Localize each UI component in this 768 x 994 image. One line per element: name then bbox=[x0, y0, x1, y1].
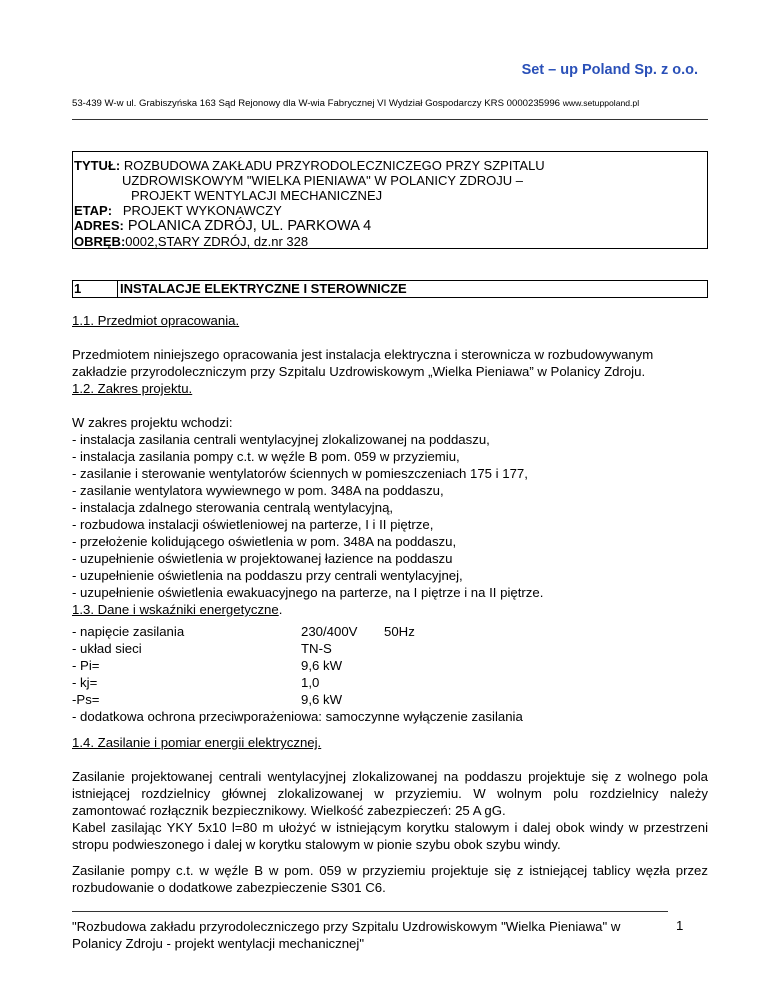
s11-heading: 1.1. Przedmiot opracowania. bbox=[72, 313, 240, 328]
adres-label: ADRES: bbox=[74, 218, 124, 233]
energy-row bbox=[72, 623, 708, 640]
list-item: - rozbudowa instalacji oświetleniowej na parterze, I i II piętrze, bbox=[72, 517, 434, 532]
list-item: - przełożenie kolidującego oświetlenia w pom. 348A na poddaszu, bbox=[72, 534, 457, 549]
page-number: 1 bbox=[676, 918, 684, 933]
s12-intro: W zakres projektu wchodzi: bbox=[72, 415, 233, 430]
energy-key: -Ps= bbox=[72, 692, 100, 707]
website-link[interactable]: www.setuppoland.pl bbox=[562, 98, 640, 108]
list-item: - uzupełnienie oświetlenia ewakuacyjnego na parterze, na I piętrze i na II piętrze. bbox=[72, 585, 544, 600]
energy-value: 9,6 kW bbox=[301, 692, 343, 707]
s14-heading: 1.4. Zasilanie i pomiar energii elektrycznej. bbox=[72, 735, 322, 750]
energy-row bbox=[72, 691, 708, 708]
list-item: - uzupełnienie oświetlenia na poddaszu przy centrali wentylacyjnej, bbox=[72, 568, 463, 583]
tytul-line3: PROJEKT WENTYLACJI MECHANICZNEJ bbox=[131, 188, 383, 203]
energy-value: 230/400V bbox=[301, 624, 358, 639]
energy-key: - kj= bbox=[72, 675, 98, 690]
obreb-value: 0002,STARY ZDRÓJ, dz.nr 328 bbox=[125, 234, 309, 249]
list-item: - instalacja zasilania pompy c.t. w węźle B pom. 059 w przyziemiu, bbox=[72, 449, 460, 464]
section-heading-box bbox=[72, 280, 708, 298]
list-item: - instalacja zdalnego sterowania centralą wentylacyjną, bbox=[72, 500, 394, 515]
energy-row bbox=[72, 640, 708, 657]
footer-text: "Rozbudowa zakładu przyrodoleczniczego przy Szpitalu Uzdrowiskowym "Wielka Pieniawa" w Polanicy Zdroju - projekt wentylacji mechanicznej" bbox=[72, 919, 621, 951]
obreb-row bbox=[74, 234, 707, 249]
list-item: - zasilanie wentylatora wywiewnego w pom. 348A na poddaszu, bbox=[72, 483, 444, 498]
header-divider bbox=[72, 119, 708, 120]
s13-heading-dot: . bbox=[278, 602, 283, 617]
energy-value: 1,0 bbox=[301, 675, 320, 690]
section-divider bbox=[117, 281, 118, 297]
tytul-label: TYTUŁ: bbox=[74, 158, 121, 173]
energy-key: - dodatkowa ochrona przeciwporażeniowa: samoczynne wyłączenie zasilania bbox=[72, 709, 523, 724]
list-item: - instalacja zasilania centrali wentylacyjnej zlokalizowanej na poddaszu, bbox=[72, 432, 490, 447]
s12-heading: 1.2. Zakres projektu. bbox=[72, 381, 193, 396]
adres-row bbox=[74, 218, 707, 234]
s12-list bbox=[72, 414, 708, 601]
etap-value: PROJEKT WYKONAWCZY bbox=[112, 203, 282, 218]
tytul-line2: UZDROWISKOWYM "WIELKA PIENIAWA" W POLANICY ZDROJU – bbox=[122, 173, 523, 188]
section-title: INSTALACJE ELEKTRYCZNE I STEROWNICZE bbox=[120, 281, 407, 296]
obreb-label: OBRĘB: bbox=[74, 234, 126, 249]
company-address bbox=[72, 98, 639, 109]
title-box bbox=[72, 151, 708, 249]
company-name: Set – up Poland Sp. z o.o. bbox=[521, 62, 698, 78]
list-item: - uzupełnienie oświetlenia w projektowanej łazience na poddaszu bbox=[72, 551, 453, 566]
energy-value: TN-S bbox=[301, 641, 332, 656]
s13-heading: 1.3. Dane i wskaźniki energetyczne bbox=[72, 602, 279, 617]
energy-value-2: 50Hz bbox=[384, 624, 415, 639]
etap-label: ETAP: bbox=[74, 203, 113, 218]
tytul-line1: ROZBUDOWA ZAKŁADU PRZYRODOLECZNICZEGO PRZY SZPITALU bbox=[120, 158, 545, 173]
footer-divider bbox=[72, 911, 668, 912]
energy-row bbox=[72, 657, 708, 674]
s14-para3: Zasilanie pompy c.t. w węźle B w pom. 059 w przyziemiu projektuje się z istniejącej tablicy węzła przez rozbudowanie o dodatkowe zabezpieczenie S301 C6. bbox=[72, 863, 708, 895]
energy-key: - układ sieci bbox=[72, 641, 142, 656]
energy-row bbox=[72, 708, 708, 725]
etap-row bbox=[74, 203, 707, 218]
title-row bbox=[74, 158, 707, 173]
list-item: - zasilanie i sterowanie wentylatorów ściennych w pomieszczeniach 175 i 177, bbox=[72, 466, 528, 481]
s11-text: Przedmiotem niniejszego opracowania jest instalacja elektryczna i sterownicza w rozbudowywanym zakładzie przyrodoleczniczym przy Szpitalu Uzdrowiskowym „Wielka Pieniawa” w Polanicy Zdroju. bbox=[72, 347, 654, 379]
energy-row bbox=[72, 674, 708, 691]
section-number: 1 bbox=[74, 281, 82, 296]
s14-para2: Kabel zasilając YKY 5x10 l=80 m ułożyć w istniejącym korytku stalowym i dalej obok windy w przestrzeni stropu podwieszonego i dalej w korytku stalowym w pionie szybu obok szybu windy. bbox=[72, 820, 708, 852]
energy-key: - napięcie zasilania bbox=[72, 624, 185, 639]
energy-value: 9,6 kW bbox=[301, 658, 343, 673]
address-text: 53-439 W-w ul. Grabiszyńska 163 Sąd Rejonowy dla W-wia Fabrycznej VI Wydział Gospodarczy KRS 0000235996 bbox=[72, 98, 561, 109]
adres-value: POLANICA ZDRÓJ, UL. PARKOWA 4 bbox=[123, 218, 372, 234]
energy-key: - Pi= bbox=[72, 658, 100, 673]
s13-heading-row bbox=[72, 601, 708, 618]
s14-para1: Zasilanie projektowanej centrali wentylacyjnej zlokalizowanej na poddaszu projektuje się z wolnego pola istniejącej rozdzielnicy głównej zlokalizowanej w przyziemiu. W wolnym polu rozdzielnicy należy zamontować rozłącznik bezpiecznikowy. Wielkość zabezpieczeń: 25 A gG. bbox=[72, 769, 708, 818]
energy-data-table bbox=[72, 623, 708, 725]
